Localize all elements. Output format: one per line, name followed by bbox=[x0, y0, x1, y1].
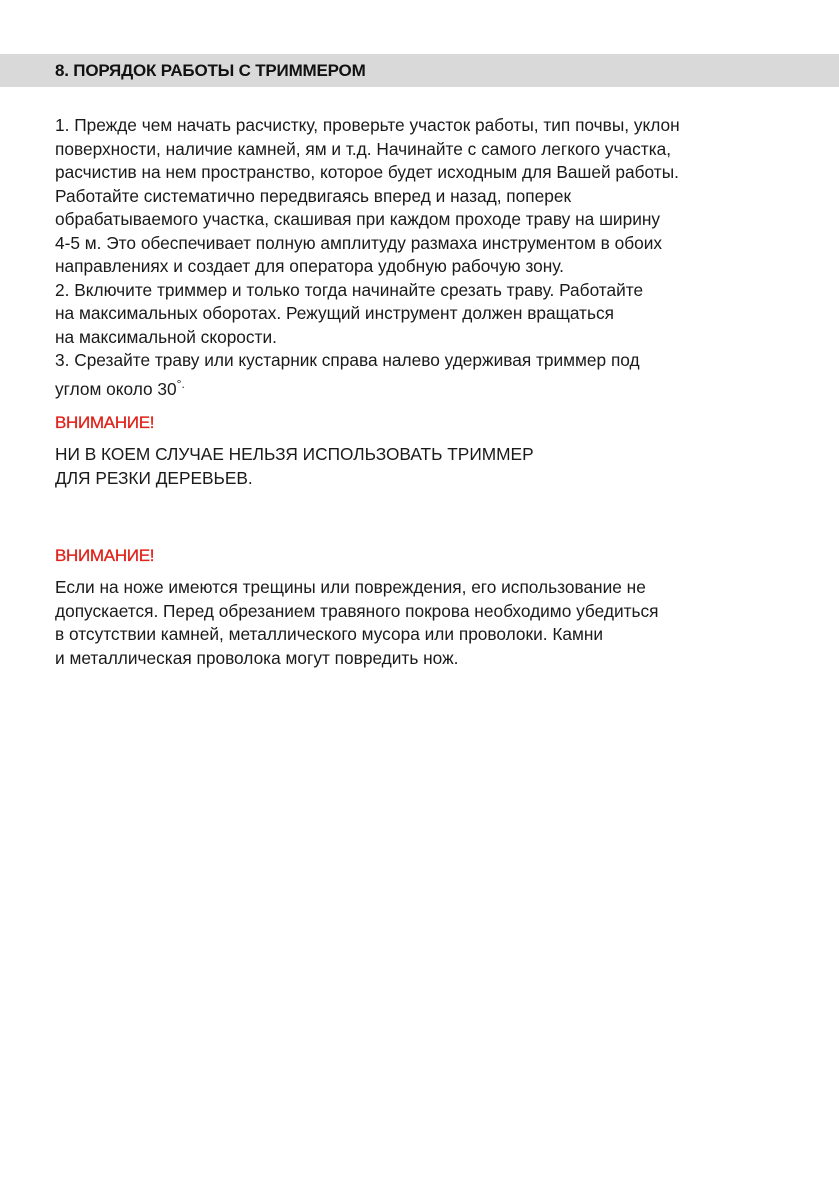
section-header-bar bbox=[0, 54, 839, 87]
text-line: НИ В КОЕМ СЛУЧАЕ НЕЛЬЗЯ ИСПОЛЬЗОВАТЬ ТРИММЕР bbox=[55, 444, 534, 464]
warning-block-trees bbox=[55, 412, 795, 490]
warning-body bbox=[55, 443, 795, 490]
text-line: направлениях и создает для оператора удобную рабочую зону. bbox=[55, 256, 564, 276]
text-line: Если на ноже имеются трещины или повреждения, его использование не bbox=[55, 577, 646, 597]
text-line: 3. Срезайте траву или кустарник справа налево удерживая триммер под bbox=[55, 350, 640, 370]
section-title: 8. ПОРЯДОК РАБОТЫ С ТРИММЕРОМ bbox=[55, 61, 366, 80]
text-line: 4-5 м. Это обеспечивает полную амплитуду размаха инструментом в обоих bbox=[55, 232, 663, 253]
text-line-last bbox=[55, 373, 795, 402]
text-line: ДЛЯ РЕЗКИ ДЕРЕВЬЕВ. bbox=[55, 467, 253, 488]
warning-block-blade bbox=[55, 545, 795, 670]
text-line: 2. Включите триммер и только тогда начинайте срезать траву. Работайте bbox=[55, 279, 644, 300]
text-line: и металлическая проволока могут повредить нож. bbox=[55, 647, 459, 668]
text-line: на максимальных оборотах. Режущий инструмент должен вращаться bbox=[55, 303, 614, 323]
text-line: обрабатываемого участка, скашивая при каждом проходе траву на ширину bbox=[55, 209, 661, 229]
warning-body bbox=[55, 576, 795, 670]
degree-suffix: °. bbox=[176, 376, 185, 391]
text-line: в отсутствии камней, металлического мусора или проволоки. Камни bbox=[55, 624, 604, 644]
text-line: расчистив на нем пространство, которое будет исходным для Вашей работы. bbox=[55, 162, 679, 182]
text-line: на максимальной скорости. bbox=[55, 326, 277, 347]
work-steps-paragraph bbox=[55, 114, 795, 401]
last-line-text: углом около 30 bbox=[55, 378, 177, 399]
text-line: 1. Прежде чем начать расчистку, проверьте участок работы, тип почвы, уклон bbox=[55, 115, 680, 135]
text-line: поверхности, наличие камней, ям и т.д. Начинайте с самого легкого участка, bbox=[55, 138, 672, 159]
warning-title: ВНИМАНИЕ! bbox=[55, 546, 155, 565]
text-line: допускается. Перед обрезанием травяного покрова необходимо убедиться bbox=[55, 600, 659, 621]
text-line: Работайте систематично передвигаясь вперед и назад, поперек bbox=[55, 185, 572, 206]
warning-title: ВНИМАНИЕ! bbox=[55, 413, 155, 432]
